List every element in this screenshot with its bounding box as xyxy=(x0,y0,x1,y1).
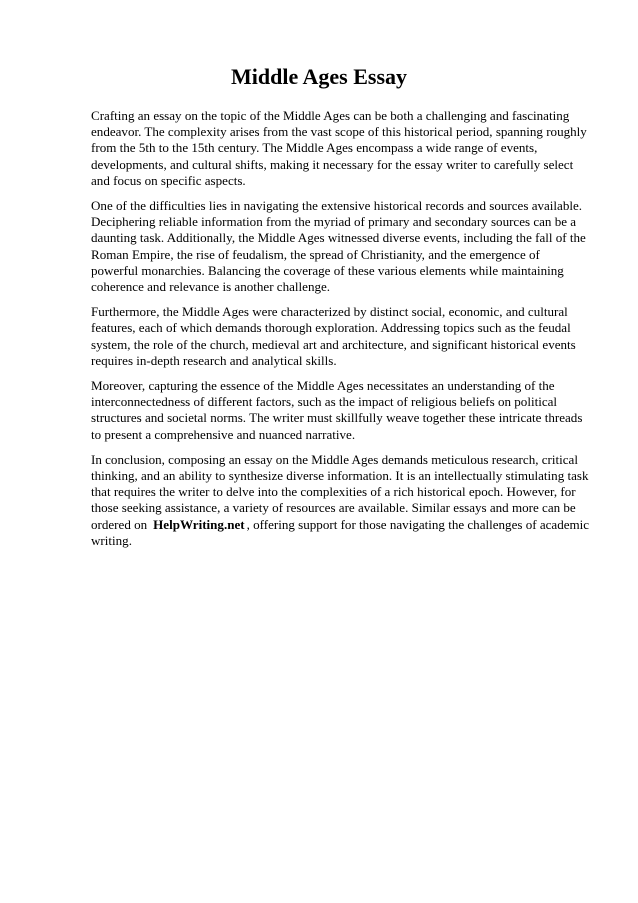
conclusion-text-after-link: , offering support for those navigating the challenges of academic writing. xyxy=(91,516,590,548)
paragraph-interconnectedness: Moreover, capturing the essence of the Middle Ages necessitates an understanding of the interconnectedness of different factors, such as the impact of religious beliefs on political structures and societal norms. The writer must skillfully weave together these intricate threads to present a comprehensive and nuanced narrative. xyxy=(91,378,583,442)
paragraph-conclusion xyxy=(91,452,590,549)
page-title: Middle Ages Essay xyxy=(230,64,408,89)
paragraph-difficulties: One of the difficulties lies in navigating the extensive historical records and sources available. Deciphering reliable information from the myriad of primary and secondary sources can be a daunting task. Additionally, the Middle Ages witnessed diverse events, including the fall of the Roman Empire, the rise of feudalism, the spread of Christianity, and the emergence of powerful monarchies. Balancing the coverage of these various elements while maintaining coherence and relevance is another challenge. xyxy=(91,198,586,295)
paragraph-features: Furthermore, the Middle Ages were characterized by distinct social, economic, and cultural features, each of which demands thorough exploration. Addressing topics such as the feudal system, the role of the church, medieval art and architecture, and significant historical events requires in-depth research and analytical skills. xyxy=(91,304,576,368)
conclusion-text-before-link: In conclusion, composing an essay on the Middle Ages demands meticulous research, critical thinking, and an ability to synthesize diverse information. It is an intellectually stimulating task that requires the writer to delve into the complexities of a rich historical epoch. However, for those seeking assistance, a variety of resources are available. Similar essays and more can be ordered on xyxy=(91,451,589,532)
helpwriting-link[interactable]: HelpWriting.net xyxy=(153,516,245,532)
paragraph-intro: Crafting an essay on the topic of the Middle Ages can be both a challenging and fascinating endeavor. The complexity arises from the vast scope of this historical period, spanning roughly from the 5th to the 15th century. The Middle Ages encompass a wide range of events, developments, and cultural shifts, making it necessary for the essay writer to carefully select and focus on specific aspects. xyxy=(91,108,587,188)
